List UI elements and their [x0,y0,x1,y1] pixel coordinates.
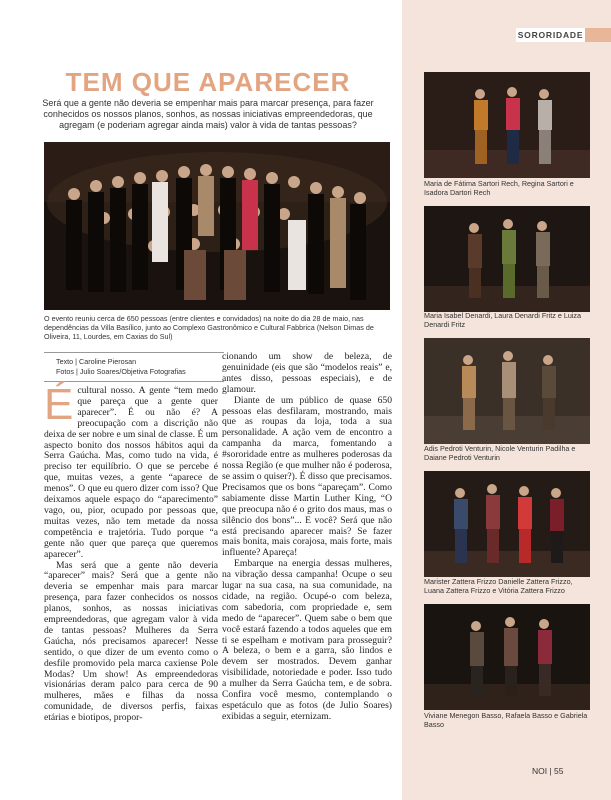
credits-box [44,352,224,382]
body-column-2 [222,352,392,723]
main-photo-caption: O evento reuniu cerca de 650 pessoas (entre clientes e convidados) na noite do dia 28 de maio, nas dependências da Villa Basílico, junto ao Complexo Gastronômico e Cultural Fabbrica (Nelson Dimas de Oliveira, 11, Lourdes, em Caxias do Sul) [44,314,374,342]
credits-text: Texto | Caroline Pierosan [56,357,137,366]
drop-cap: É [44,380,74,429]
body-paragraph-4: Embarque na energia dessas mulheres, na vibração dessa campanha! Ocupe o seu lugar na sua casa, na sua comunidade, na cidade, na região. Ocupé-o com beleza, com sabedoria, com propriedade e, sem medo de “aparecer”. Quem sabe o bem que você estará fazendo a todos aqueles que em ti se espelham e motivam para prosseguir? A beleza, o bem e a garra, são lindos e devem ser mostrados. Devem ganhar visibilidade, notoriedade e poder. Isso tudo a mulher da Serra Gaúcha tem, e de sobra. Confira você mesmo, contemplando o espetáculo que as fotos (de Julio Soares) exibidas a seguir, eternizam. [222,558,392,722]
body-paragraph-2b: cionando um show de beleza, de genuinidade (eis que são “modelos reais” e, antes disso, pessoas especiais), e de glamour. [222,351,392,395]
body-paragraph-2a: Mas será que a gente não deveria “aparecer” mais? Será que a gente não deveria se empenhar mais para marcar presença, para fazer conhecidos os nossos planos, sonhos, as nossas iniciativas empreendedoras, que agregam valor à vida de tantas pessoas? Mulheres da Serra Gaúcha, nós precisamos aparecer! Nesse sentido, o que dizer de um evento como o desfile promovido pela marca caxiense Pole Modas? Um show! As empreendedoras visionárias deram palco para cerca de 90 mulheres, mães e filhas da nossa comunidade, de diversos perfis, faixas etárias e biotipos, propor- [44,559,218,724]
lead-paragraph: Será que a gente não deveria se empenhar mais para marcar presença, para fazer conhecidos os nossos planos, sonhos, as nossas iniciativas empreendedoras, que agregam (e poderiam agregar ainda mais) valor à vida de tantas pessoas? [42,98,374,130]
page-footer: NOI | 55 [532,766,564,776]
page-title: TEM QUE APARECER [65,67,351,97]
side-caption-3: Adis Pedroti Venturin, Nicole Venturin Padilha e Daiane Pedroti Venturin [424,444,576,463]
body-paragraph-1: cultural nosso. A gente “tem medo que pareça que a gente quer aparecer”. É ou não é? A preocupação com a discrição não deixa de ser nobre e um sinal de classe. É um aspecto bonito dos nossos hábitos aqui da Serra Gaúcha. Mas, como tudo na vida, é preciso ter equilíbrio. O que se percebe é que, muitas vezes, a gente “aparece de menos”. O que eu quero dizer com isso? Que deixamos aquele espaço do “aparecimento” vago, ou, pior, ocupado por pessoas que, muitas vezes, não tem metade da nossa competência e trajetória. Tudo porque “a gente não quer que pareça que queremos aparecer”. [44,385,218,560]
side-photo-2 [424,206,590,312]
side-caption-5: Viviane Menegon Basso, Rafaela Basso e Gabriela Basso [424,711,588,730]
group-photo [44,142,390,310]
body-paragraph-3: Diante de um público de quase 650 pessoas elas desfilaram, mostrando, mais que as roupas da loja, toda a sua personalidade. A ação vem de encontro a campanha da marca, fomentando a #sororidade entre as mulheres poderosas da nossa Região (e que mulher não é poderosa, se assim o quiser?). É disso que precisamos. Precisamos que os bons “apareçam”. Como sabiamente disse Martin Luther King, “O que preocupa não é o grito dos maus, mas o silêncio dos bons”... E você? Será que não está precisando aparecer mais? Se fazer mais bonita, mais corajosa, mais forte, mais influente? Apareça! [222,394,392,559]
side-caption-1: Maria de Fátima Sartori Rech, Regina Sartori e Isadora Dartori Rech [424,179,574,198]
side-photo-1 [424,72,590,178]
section-bar [585,28,611,42]
body-column-1 [44,380,218,724]
credits-photos: Fotos | Julio Soares/Objetiva Fotografias [56,367,186,376]
section-tag: SORORIDADE [517,30,584,40]
side-caption-2: Maria Isabel Denardi, Laura Denardi Fritz e Luiza Denardi Fritz [424,311,582,330]
side-photo-3 [424,338,590,444]
side-photo-4 [424,471,590,577]
side-caption-4: Marister Zattera Frizzo Danielle Zattera Frizzo, Luana Zattera Frizzo e Vitória Zattera Frizzo [424,577,573,596]
side-photo-5 [424,604,590,710]
